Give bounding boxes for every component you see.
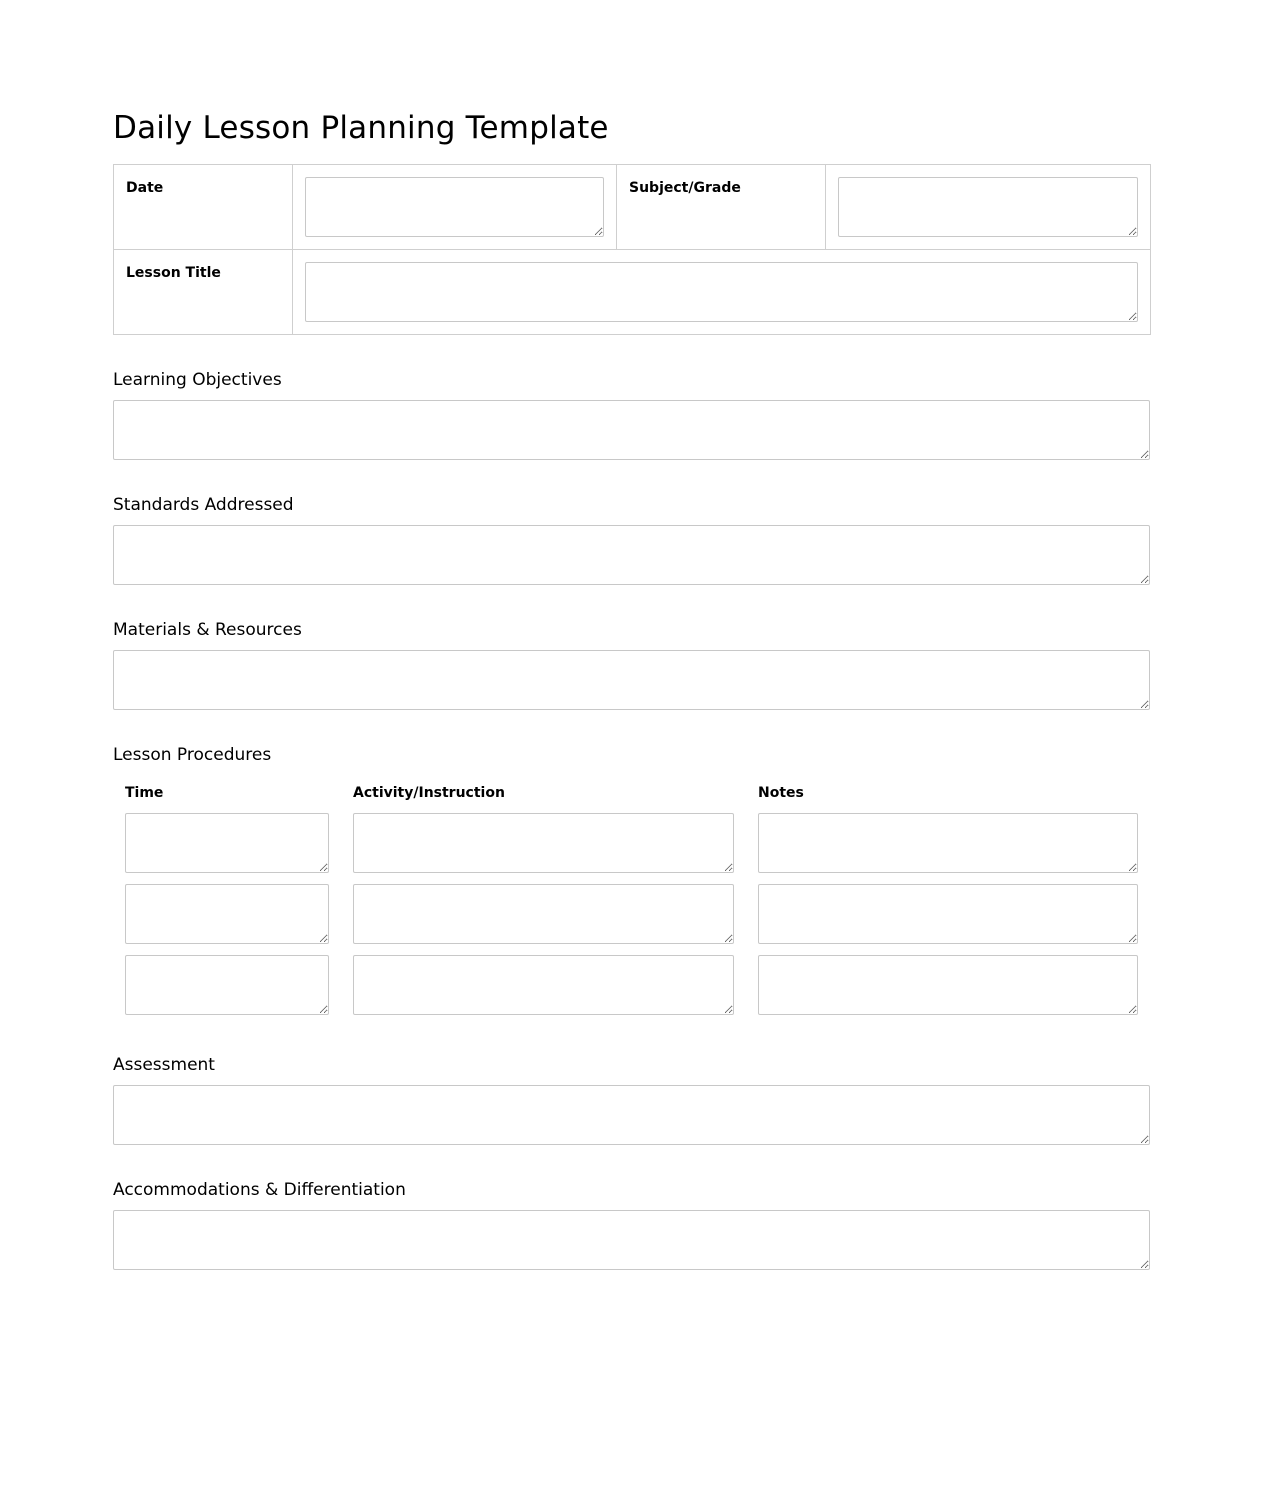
notes-column-header: Notes (758, 785, 804, 801)
lesson-procedures-table (113, 779, 1150, 1020)
lesson-title-label: Lesson Title (114, 250, 293, 335)
notes-cell (746, 807, 1150, 878)
time-field[interactable] (125, 884, 329, 944)
lesson-info-table (113, 164, 1151, 335)
activity-field[interactable] (353, 813, 734, 873)
activity-cell (341, 807, 746, 878)
subject-grade-field[interactable] (838, 177, 1138, 237)
notes-field[interactable] (758, 813, 1138, 873)
date-field[interactable] (305, 177, 604, 237)
info-row-date-subject (114, 165, 1151, 250)
materials-resources-field[interactable] (113, 650, 1150, 710)
section-accommodations (113, 1179, 1150, 1270)
section-materials-resources (113, 619, 1150, 710)
section-lesson-procedures (113, 744, 1150, 775)
lesson-title-cell (293, 250, 1151, 335)
assessment-heading: Assessment (113, 1055, 215, 1075)
accommodations-heading: Accommodations & Differentiation (113, 1180, 406, 1200)
assessment-field[interactable] (113, 1085, 1150, 1145)
activity-cell (341, 878, 746, 949)
procedure-row (113, 807, 1150, 878)
section-standards-addressed (113, 494, 1150, 585)
procedure-row (113, 949, 1150, 1020)
learning-objectives-heading: Learning Objectives (113, 370, 282, 390)
time-cell (113, 949, 341, 1020)
lesson-procedures-heading: Lesson Procedures (113, 745, 272, 765)
learning-objectives-field[interactable] (113, 400, 1150, 460)
time-field[interactable] (125, 813, 329, 873)
time-field[interactable] (125, 955, 329, 1015)
standards-addressed-heading: Standards Addressed (113, 495, 294, 515)
time-cell (113, 878, 341, 949)
date-label: Date (114, 165, 293, 250)
page-title: Daily Lesson Planning Template (113, 110, 609, 146)
info-row-lesson-title (114, 250, 1151, 335)
activity-cell (341, 949, 746, 1020)
notes-cell (746, 878, 1150, 949)
subject-grade-cell (826, 165, 1151, 250)
time-column-header: Time (125, 785, 164, 801)
notes-cell (746, 949, 1150, 1020)
procedures-header-row (113, 779, 1150, 807)
lesson-title-field[interactable] (305, 262, 1138, 322)
accommodations-field[interactable] (113, 1210, 1150, 1270)
activity-field[interactable] (353, 884, 734, 944)
notes-field[interactable] (758, 955, 1138, 1015)
notes-field[interactable] (758, 884, 1138, 944)
materials-resources-heading: Materials & Resources (113, 620, 302, 640)
date-cell (293, 165, 617, 250)
activity-field[interactable] (353, 955, 734, 1015)
section-assessment (113, 1054, 1150, 1145)
activity-column-header: Activity/Instruction (353, 785, 505, 801)
section-learning-objectives (113, 369, 1150, 460)
standards-addressed-field[interactable] (113, 525, 1150, 585)
procedure-row (113, 878, 1150, 949)
time-cell (113, 807, 341, 878)
subject-grade-label: Subject/Grade (617, 165, 826, 250)
